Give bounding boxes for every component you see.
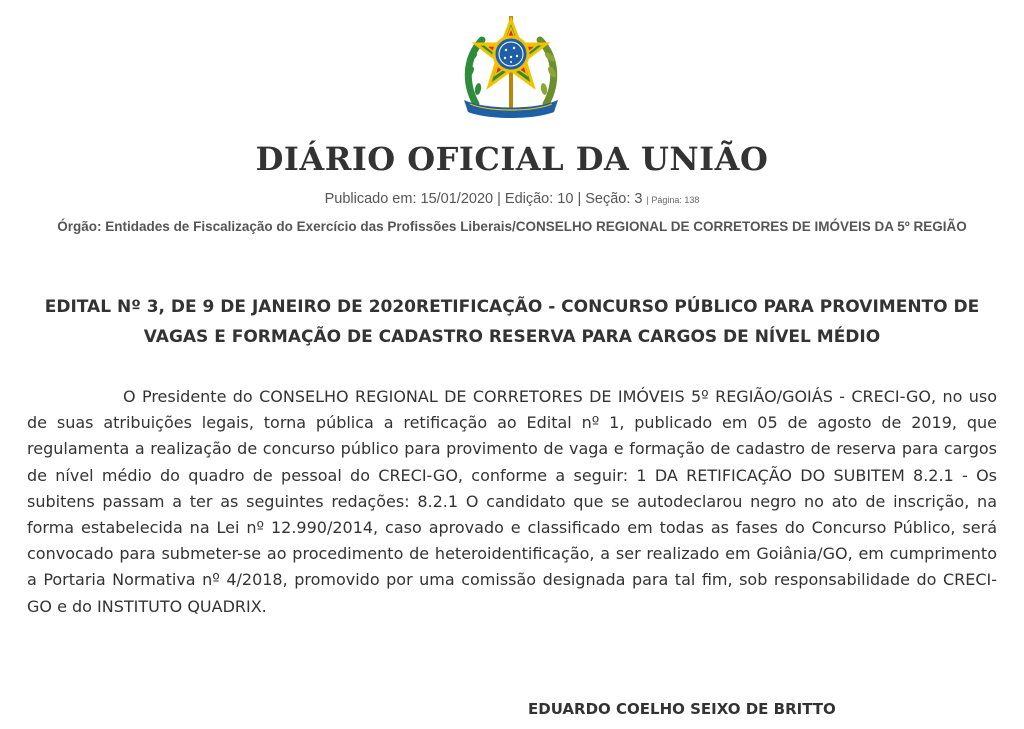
edital-body: O Presidente do CONSELHO REGIONAL DE CORRETORES DE IMÓVEIS 5º REGIÃO/GOIÁS - CRECI-GO, no uso de suas atribuições legais, torna pública a retificação ao Edital nº 1, publicado em 05 de agosto de 2019, que regulamenta a realização de concurso público para provimento de vaga e formação de cadastro de reserva para cargos de nível médio do quadro de pessoal do CRECI-GO, conforme a seguir: 1 DA RETIFICAÇÃO DO SUBITEM 8.2.1 - Os subitens passam a ter as seguintes redações: 8.2.1 O candidato que se autodeclarou negro no ato de inscrição, na forma estabelecida na Lei nº 12.990/2014, caso aprovado e classificado em todas as fases do Concurso Público, será convocado para submeter-se ao procedimento de heteroidentificação, a ser realizado em Goiânia/GO, em cumprimento a Portaria Normativa nº 4/2018, promovido por uma comissão designada para tal fim, sob responsabilidade do CRECI-GO e do INSTITUTO QUADRIX. <box>27 387 997 616</box>
page-number: | Página: 138 <box>646 195 700 205</box>
publication-info <box>0 191 1024 207</box>
publication-details: Publicado em: 15/01/2020 | Edição: 10 | Seção: 3 <box>324 191 643 207</box>
brazil-coat-of-arms-icon <box>456 12 566 124</box>
signatory-name: EDUARDO COELHO SEIXO DE BRITTO <box>528 700 836 718</box>
masthead-title: DIÁRIO OFICIAL DA UNIÃO <box>255 140 769 178</box>
orgao-line: Órgão: Entidades de Fiscalização do Exercício das Profissões Liberais/CONSELHO REGIONAL DE CORRETORES DE IMÓVEIS DA 5º REGIÃO <box>57 219 967 234</box>
edital-title: EDITAL Nº 3, DE 9 DE JANEIRO DE 2020RETIFICAÇÃO - CONCURSO PÚBLICO PARA PROVIMENTO DE VAGAS E FORMAÇÃO DE CADASTRO RESERVA PARA CARGOS DE NÍVEL MÉDIO <box>44 297 980 347</box>
